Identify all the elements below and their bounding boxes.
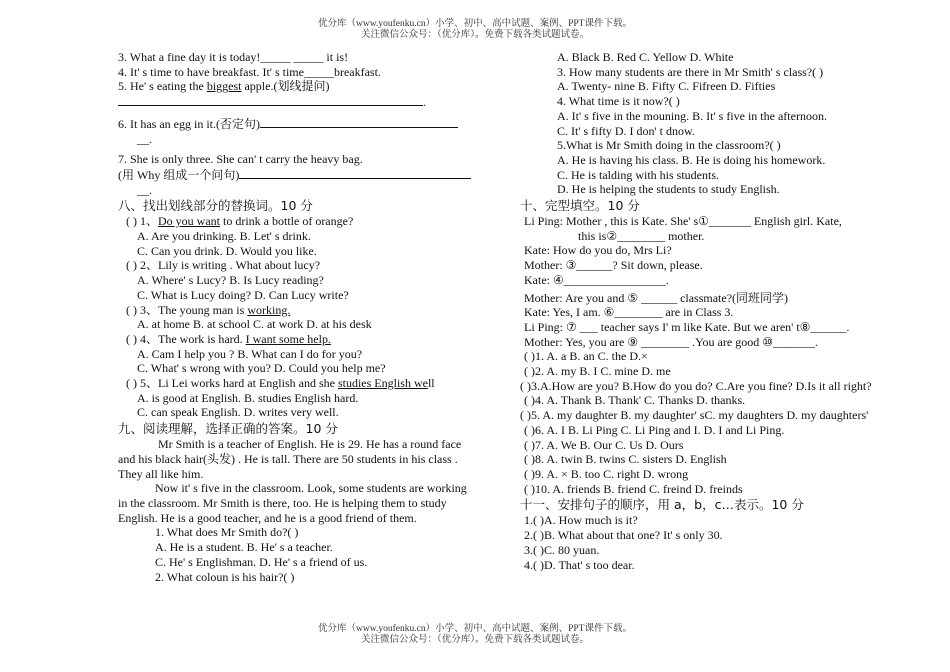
question-7: 7. She is only three. She can' t carry the heavy bag. [118,152,363,167]
question-3: 3. What a fine day it is today!_____ _____ it is! [118,50,349,64]
cloze-option-7: ( )7. A. We B. Our C. Us D. Ours [524,437,684,452]
s8-1-post: to drink a bottle of orange? [220,214,354,229]
s8-4-pre: ( ) 4、The work is hard. [126,331,246,346]
s8-item-2: ( ) 2、Lily is writing . What about lucy? [126,258,321,273]
cloze-option-4: ( )4. A. Thank B. Thank' C. Thanks D. thanks. [524,393,746,408]
q5-underlined-word: biggest [206,79,242,94]
s8-item-4 [118,332,478,347]
question-7b [118,167,478,183]
s8-5-pre: ( ) 5、Li Lei works hard at English and she [126,376,338,391]
reading-paragraph-1: Mr Smith is a teacher of English. He is 29. He has a round face and his black hair(头发) . He is tall. There are 50 students in his class . They all like him. [118,437,462,481]
reading-question-4-options-b: C. It' s fifty D. I don' t dnow. [557,123,695,138]
footer-line-1: 优分库（www.youfenku.cn）小学、初中、高中试题、案例、PPT课件下载。 [318,624,632,634]
order-item-2: 2.( )B. What about that one? It' s only 30. [524,528,723,543]
reading-question-5-options-c: D. He is helping the students to study English. [557,182,780,197]
q6-end: __. [137,131,152,146]
section-11-title: 十一、安排句子的顺序，用 a，b，c…表示。10 分 [520,497,804,513]
cloze-option-1: ( )1. A. a B. an C. the D.× [524,349,648,364]
cloze-line-2: this is②________ mother. [578,228,705,243]
reading-paragraph-2: Now it' s five in the classroom. Look, some students are working in the classroom. Mr Smith is there, too. He is helping them to study English. He is a good teacher, and he is a good friend of them. [118,481,467,525]
cloze-line-9: Mother: Yes, you are ⑨ ________ .You are good ⑩_______. [524,334,818,349]
order-item-1: 1.( )A. How much is it? [524,513,638,528]
cloze-line-4: Mother: ③______? Sit down, please. [524,258,703,273]
header-line-2: 关注微信公众号：（优分库）。免费下载各类试题试卷。 [360,30,589,40]
section-8-title: 八、找出划线部分的替换词。10 分 [118,198,313,214]
reading-question-5-options-b: C. He is talding with his students. [557,167,719,182]
q7-end: __. [137,182,152,197]
reading-question-2-options: A. Black B. Red C. Yellow D. White [557,50,734,64]
s8-item-3 [118,303,478,318]
section-9-title: 九、阅读理解，选择正确的答案。10 分 [118,421,338,437]
order-item-3: 3.( )C. 80 yuan. [524,542,600,557]
cloze-option-5: ( )5. A. my daughter B. my daughter' sC. my daughters D. my daughters' [520,408,869,423]
s8-5-post: ll [427,376,435,391]
s8-item-5 [118,376,478,391]
s8-item-1-options-b: C. Can you drink. D. Would you like. [137,243,317,258]
cloze-line-1: Li Ping: Mother , this is Kate. She' s①_______ English girl. Kate, [524,214,842,229]
s8-1-underlined: Do you want [158,214,220,229]
q6-text: 6. It has an egg in it.(否定句) [118,116,260,131]
s8-item-5-options-b: C. can speak English. D. writes very well. [137,405,339,420]
question-5 [118,79,478,94]
q5-text-post: apple.(划线提问) [241,79,330,94]
s8-4-underlined: I want some help. [245,331,331,346]
s8-item-1-options-a: A. Are you drinking. B. Let' s drink. [137,229,311,244]
reading-question-1: 1. What does Mr Smith do?( ) [155,525,299,540]
cloze-option-3: ( )3.A.How are you? B.How do you do? C.Are you fine? D.Is it all right? [520,378,872,393]
s8-item-1 [118,214,478,229]
s8-item-5-options-a: A. is good at English. B. studies English hard. [137,390,359,405]
answer-line-5 [118,94,478,110]
reading-question-5: 5.What is Mr Smith doing in the classroom?( ) [557,138,781,153]
s8-1-pre: ( ) 1、 [126,214,158,229]
cloze-line-6: Mother: Are you and ⑤ ______ classmate?(同班同学) [524,290,789,305]
cloze-line-5: Kate: ④_________________. [524,272,669,287]
reading-question-4: 4. What time is it now?( ) [557,94,680,109]
s8-item-4-options-b: C. What' s wrong with you? D. Could you help me? [137,361,386,376]
q7b-text: (用 Why 组成一个问句) [118,167,240,182]
question-6 [118,116,478,132]
cloze-option-10: ( )10. A. friends B. friend C. freind D. freinds [524,481,743,496]
reading-question-3-options: A. Twenty- nine B. Fifty C. Fifreen D. Fifties [557,79,776,94]
s8-item-2-options-b: C. What is Lucy doing? D. Can Lucy write? [137,287,349,302]
left-column [118,50,478,584]
reading-question-2: 2. What coloun is his hair?( ) [155,569,295,584]
header-line-1: 优分库（www.youfenku.cn）小学、初中、高中试题、案例、PPT课件下载。 [318,19,632,29]
footer-line-2: 关注微信公众号：（优分库）。免费下载各类试题试卷。 [360,635,589,645]
reading-question-3: 3. How many students are there in Mr Smith' s class?( ) [557,64,824,79]
section-10-title: 十、完型填空。10 分 [520,198,640,214]
cloze-line-8: Li Ping: ⑦ ___ teacher says I' m like Kate. But we aren' t⑧______. [524,319,850,334]
page-footer [0,624,950,646]
answer-line-5-end: . [423,95,426,110]
reading-question-1-options-b: C. He' s Englishman. D. He' s a friend of us. [155,554,368,569]
s8-3-pre: ( ) 3、The young man is [126,302,248,317]
s8-3-underlined: working. [247,302,291,317]
reading-question-5-options-a: A. He is having his class. B. He is doing his homework. [557,152,826,167]
order-item-4: 4.( )D. That' s too dear. [524,557,635,572]
cloze-option-6: ( )6. A. I B. Li Ping C. Li Ping and I. D. I and Li Ping. [524,422,785,437]
cloze-option-9: ( )9. A. × B. too C. right D. wrong [524,466,689,481]
cloze-line-3: Kate: How do you do, Mrs Li? [524,243,672,258]
q5-text-pre: 5. He' s eating the [118,79,207,94]
right-column [520,50,880,572]
reading-question-4-options-a: A. It' s five in the mouning. B. It' s five in the afternoon. [557,108,827,123]
s8-item-2-options-a: A. Where' s Lucy? B. Is Lucy reading? [137,273,324,288]
s8-item-4-options-a: A. Cam I help you ? B. What can I do for you? [137,346,363,361]
cloze-option-2: ( )2. A. my B. I C. mine D. me [524,364,671,379]
cloze-line-7: Kate: Yes, I am. ⑥________ are in Class 3. [524,305,734,320]
page-header [0,19,950,41]
cloze-option-8: ( )8. A. twin B. twins C. sisters D. English [524,452,727,467]
s8-5-underlined: studies English we [337,376,428,391]
reading-question-1-options-a: A. He is a student. B. He' s a teacher. [155,540,333,555]
s8-item-3-options: A. at home B. at school C. at work D. at his desk [137,317,372,332]
question-4: 4. It' s time to have breakfast. It' s time_____breakfast. [118,64,381,79]
